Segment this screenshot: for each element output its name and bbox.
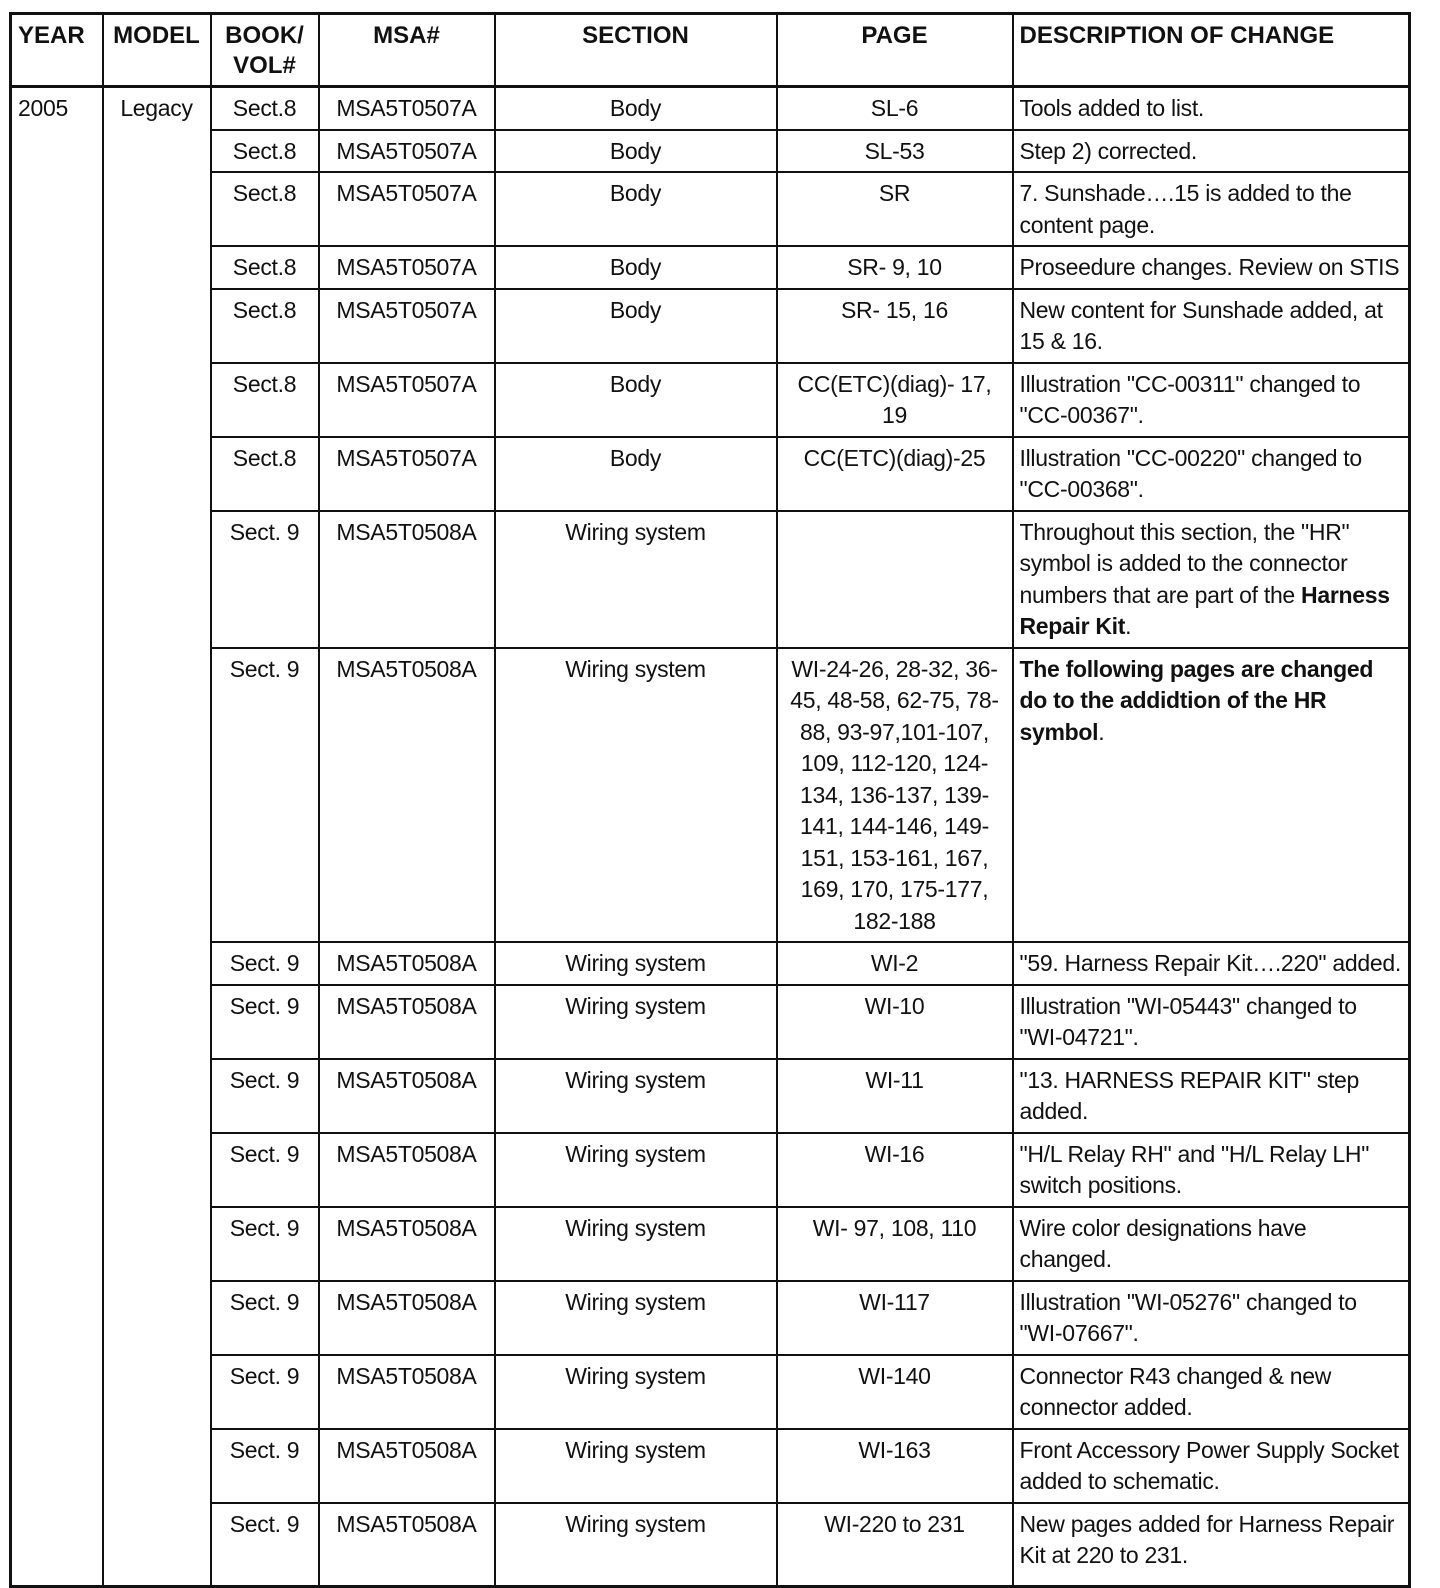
description-text: Illustration "WI-05443" changed to "WI-04721". (1019, 992, 1357, 1050)
table-row (11, 1207, 1410, 1281)
page-cell: WI-163 (777, 1429, 1013, 1503)
section-cell: Wiring system (495, 1429, 777, 1503)
page-cell: CC(ETC)(diag)- 17, 19 (777, 363, 1013, 437)
table-row (11, 289, 1410, 363)
header-section: SECTION (495, 14, 777, 87)
book-cell: Sect.8 (211, 437, 319, 511)
table-row (11, 363, 1410, 437)
description-text: Illustration "CC-00311" changed to "CC-00367". (1019, 370, 1361, 428)
description-text: Illustration "CC-00220" changed to "CC-00368". (1019, 444, 1362, 502)
page-cell: SR (777, 172, 1013, 246)
book-cell: Sect.8 (211, 172, 319, 246)
table-row (11, 1133, 1410, 1207)
section-cell: Body (495, 172, 777, 246)
description-cell (1013, 246, 1410, 289)
description-cell (1013, 1207, 1410, 1281)
table-row (11, 87, 1410, 130)
msa-cell: MSA5T0508A (319, 1133, 495, 1207)
description-tail: . (1125, 613, 1132, 639)
description-text: Wire color designations have changed. (1019, 1214, 1307, 1272)
book-cell: Sect. 9 (211, 648, 319, 943)
model-cell: Legacy (103, 87, 211, 1587)
page-cell: WI-16 (777, 1133, 1013, 1207)
description-cell (1013, 437, 1410, 511)
description-cell (1013, 1281, 1410, 1355)
page-cell: SL-6 (777, 87, 1013, 130)
table-row (11, 1429, 1410, 1503)
book-cell: Sect. 9 (211, 1503, 319, 1587)
msa-cell: MSA5T0507A (319, 130, 495, 173)
description-cell (1013, 942, 1410, 985)
table-row (11, 437, 1410, 511)
table-row (11, 1281, 1410, 1355)
msa-cell: MSA5T0507A (319, 172, 495, 246)
header-msa: MSA# (319, 14, 495, 87)
header-book-vol (211, 14, 319, 87)
description-cell (1013, 1355, 1410, 1429)
book-cell: Sect.8 (211, 87, 319, 130)
section-cell: Body (495, 246, 777, 289)
page-cell: CC(ETC)(diag)-25 (777, 437, 1013, 511)
description-cell (1013, 1133, 1410, 1207)
section-cell: Body (495, 130, 777, 173)
page-cell: WI-220 to 231 (777, 1503, 1013, 1587)
header-page: PAGE (777, 14, 1013, 87)
section-cell: Wiring system (495, 1355, 777, 1429)
description-bold-text: The following pages are changed do to the addidtion of the HR symbol (1019, 655, 1374, 745)
msa-cell: MSA5T0508A (319, 648, 495, 943)
book-cell: Sect. 9 (211, 1429, 319, 1503)
msa-cell: MSA5T0508A (319, 1281, 495, 1355)
section-cell: Wiring system (495, 1281, 777, 1355)
book-cell: Sect.8 (211, 130, 319, 173)
header-book-line2: VOL# (233, 52, 296, 79)
table-row (11, 511, 1410, 648)
book-cell: Sect.8 (211, 363, 319, 437)
msa-cell: MSA5T0508A (319, 1355, 495, 1429)
section-cell: Wiring system (495, 1207, 777, 1281)
msa-cell: MSA5T0507A (319, 87, 495, 130)
page-cell: WI-2 (777, 942, 1013, 985)
table-row (11, 1355, 1410, 1429)
msa-cell: MSA5T0508A (319, 1207, 495, 1281)
description-bold-text: Harness Repair Kit (1019, 581, 1390, 639)
section-cell: Wiring system (495, 942, 777, 985)
page-cell: WI-11 (777, 1059, 1013, 1133)
section-cell: Body (495, 289, 777, 363)
table-row (11, 1059, 1410, 1133)
table-row (11, 130, 1410, 173)
book-cell: Sect. 9 (211, 985, 319, 1059)
table-row (11, 985, 1410, 1059)
table-row (11, 172, 1410, 246)
description-cell (1013, 172, 1410, 246)
description-text: Proseedure changes. Review on STIS (1019, 254, 1400, 280)
header-description: DESCRIPTION OF CHANGE (1013, 14, 1410, 87)
header-model: MODEL (103, 14, 211, 87)
description-text: Throughout this section, the "HR" symbol is added to the connector numbers that are part of the (1019, 518, 1350, 608)
description-cell (1013, 985, 1410, 1059)
description-text: 7. Sunshade….15 is added to the content page. (1019, 180, 1352, 238)
description-tail: . (1098, 718, 1105, 745)
book-cell: Sect.8 (211, 246, 319, 289)
description-text: "13. HARNESS REPAIR KIT" step added. (1019, 1066, 1360, 1124)
table-row (11, 246, 1410, 289)
description-cell (1013, 130, 1410, 173)
msa-cell: MSA5T0507A (319, 289, 495, 363)
section-cell: Body (495, 87, 777, 130)
msa-cell: MSA5T0507A (319, 363, 495, 437)
book-cell: Sect. 9 (211, 1281, 319, 1355)
book-cell: Sect. 9 (211, 511, 319, 648)
description-cell (1013, 648, 1410, 943)
description-text: Front Accessory Power Supply Socket added to schematic. (1019, 1436, 1399, 1494)
description-cell (1013, 1429, 1410, 1503)
year-cell: 2005 (11, 87, 103, 1587)
book-cell: Sect. 9 (211, 1059, 319, 1133)
page-cell (777, 511, 1013, 648)
description-cell (1013, 87, 1410, 130)
description-text: New content for Sunshade added, at 15 & 16. (1019, 296, 1383, 354)
table-row (11, 942, 1410, 985)
book-cell: Sect.8 (211, 289, 319, 363)
header-row (11, 14, 1410, 87)
section-cell: Body (495, 437, 777, 511)
description-text: "59. Harness Repair Kit….220" added. (1019, 950, 1401, 976)
section-cell: Wiring system (495, 1503, 777, 1587)
description-text: Tools added to list. (1019, 95, 1205, 121)
section-cell: Wiring system (495, 511, 777, 648)
description-text: Step 2) corrected. (1019, 137, 1197, 164)
table-body (11, 87, 1410, 1587)
msa-cell: MSA5T0508A (319, 942, 495, 985)
section-cell: Wiring system (495, 648, 777, 943)
description-cell (1013, 1059, 1410, 1133)
page-cell: SR- 9, 10 (777, 246, 1013, 289)
description-cell (1013, 289, 1410, 363)
description-text: "H/L Relay RH" and "H/L Relay LH" switch positions. (1019, 1140, 1370, 1198)
book-cell: Sect. 9 (211, 942, 319, 985)
page-cell: SR- 15, 16 (777, 289, 1013, 363)
msa-cell: MSA5T0507A (319, 437, 495, 511)
book-cell: Sect. 9 (211, 1355, 319, 1429)
msa-cell: MSA5T0507A (319, 246, 495, 289)
change-log-table (9, 12, 1411, 1588)
description-text: Illustration "WI-05276" changed to "WI-07667". (1019, 1288, 1357, 1346)
table-row (11, 1503, 1410, 1587)
page-cell: WI-140 (777, 1355, 1013, 1429)
description-cell (1013, 511, 1410, 648)
page-cell: WI-117 (777, 1281, 1013, 1355)
description-text: Connector R43 changed & new connector added. (1019, 1362, 1332, 1420)
description-cell (1013, 1503, 1410, 1587)
section-cell: Wiring system (495, 985, 777, 1059)
page-cell: WI-24-26, 28-32, 36-45, 48-58, 62-75, 78-88, 93-97,101-107, 109, 112-120, 124-134, 136-137, 139-141, 144-146, 149-151, 153-161, 167, 169, 170, 175-177, 182-188 (777, 648, 1013, 943)
description-cell (1013, 363, 1410, 437)
section-cell: Wiring system (495, 1133, 777, 1207)
book-cell: Sect. 9 (211, 1207, 319, 1281)
msa-cell: MSA5T0508A (319, 985, 495, 1059)
table-row (11, 648, 1410, 943)
msa-cell: MSA5T0508A (319, 1429, 495, 1503)
section-cell: Wiring system (495, 1059, 777, 1133)
page-cell: WI- 97, 108, 110 (777, 1207, 1013, 1281)
page-cell: WI-10 (777, 985, 1013, 1059)
msa-cell: MSA5T0508A (319, 1059, 495, 1133)
page-cell: SL-53 (777, 130, 1013, 173)
description-text: New pages added for Harness Repair Kit at 220 to 231. (1019, 1510, 1395, 1568)
section-cell: Body (495, 363, 777, 437)
msa-cell: MSA5T0508A (319, 511, 495, 648)
msa-cell: MSA5T0508A (319, 1503, 495, 1587)
book-cell: Sect. 9 (211, 1133, 319, 1207)
header-book-line1: BOOK/ (225, 22, 304, 49)
header-year: YEAR (11, 14, 103, 87)
